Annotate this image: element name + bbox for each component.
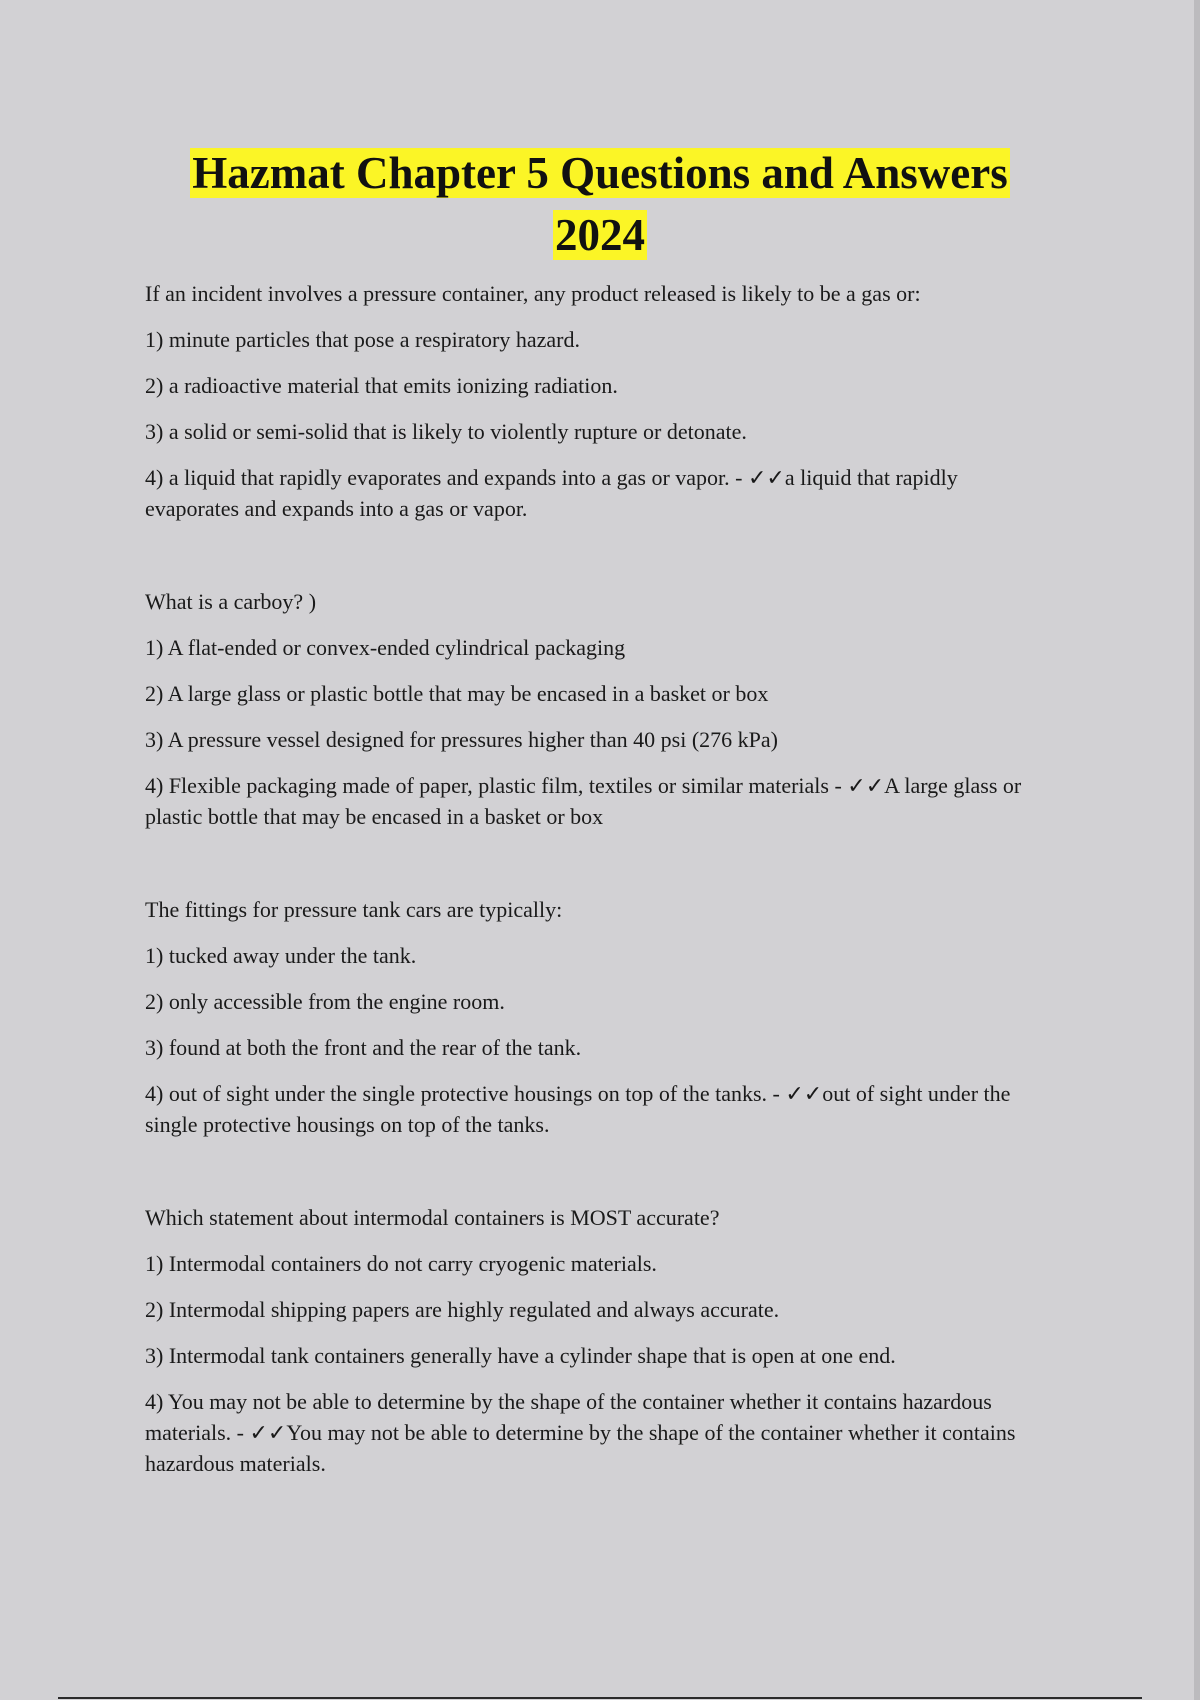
question-block [145, 278, 1045, 524]
answer-option: 2) Intermodal shipping papers are highly regulated and always accurate. [145, 1297, 780, 1322]
answer-option: 2) a radioactive material that emits ionizing radiation. [145, 373, 618, 398]
document-title [100, 142, 1100, 266]
answer-option-with-answer: 4) a liquid that rapidly evaporates and expands into a gas or vapor. - ✓✓a liquid that rapidly evaporates and expands into a gas or vapor. [145, 465, 958, 521]
answer-option-with-answer: 4) out of sight under the single protective housings on top of the tanks. - ✓✓out of sight under the single protective housings on top of the tanks. [145, 1081, 1011, 1137]
question-block [145, 894, 1045, 1140]
answer-option: 1) A flat-ended or convex-ended cylindrical packaging [145, 635, 626, 660]
answer-option: 2) A large glass or plastic bottle that may be encased in a basket or box [145, 681, 769, 706]
answer-option: 3) found at both the front and the rear of the tank. [145, 1035, 582, 1060]
answer-option: 1) tucked away under the tank. [145, 943, 417, 968]
question-block [145, 586, 1045, 832]
title-line-2: 2024 [555, 210, 645, 260]
answer-option-with-answer: 4) Flexible packaging made of paper, plastic film, textiles or similar materials - ✓✓A large glass or plastic bottle that may be encased in a basket or box [145, 773, 1022, 829]
answer-option: 1) minute particles that pose a respiratory hazard. [145, 327, 580, 352]
answer-option: 2) only accessible from the engine room. [145, 989, 505, 1014]
answer-option: 3) a solid or semi-solid that is likely to violently rupture or detonate. [145, 419, 747, 444]
page-divider [58, 1697, 1142, 1699]
question-stem: The fittings for pressure tank cars are typically: [145, 897, 563, 922]
answer-option-with-answer: 4) You may not be able to determine by the shape of the container whether it contains hazardous materials. - ✓✓You may not be able to determine by the shape of the container whether it contains hazardous materials. [145, 1389, 1016, 1476]
question-stem: Which statement about intermodal containers is MOST accurate? [145, 1205, 720, 1230]
question-block [145, 1202, 1045, 1479]
question-stem: What is a carboy? ) [145, 589, 317, 614]
answer-option: 3) Intermodal tank containers generally have a cylinder shape that is open at one end. [145, 1343, 896, 1368]
answer-option: 3) A pressure vessel designed for pressures higher than 40 psi (276 kPa) [145, 727, 778, 752]
question-stem: If an incident involves a pressure container, any product released is likely to be a gas or: [145, 281, 921, 306]
page-edge [1194, 0, 1200, 1700]
question-list [145, 278, 1045, 1541]
title-line-1: Hazmat Chapter 5 Questions and Answers [192, 148, 1008, 198]
answer-option: 1) Intermodal containers do not carry cryogenic materials. [145, 1251, 657, 1276]
